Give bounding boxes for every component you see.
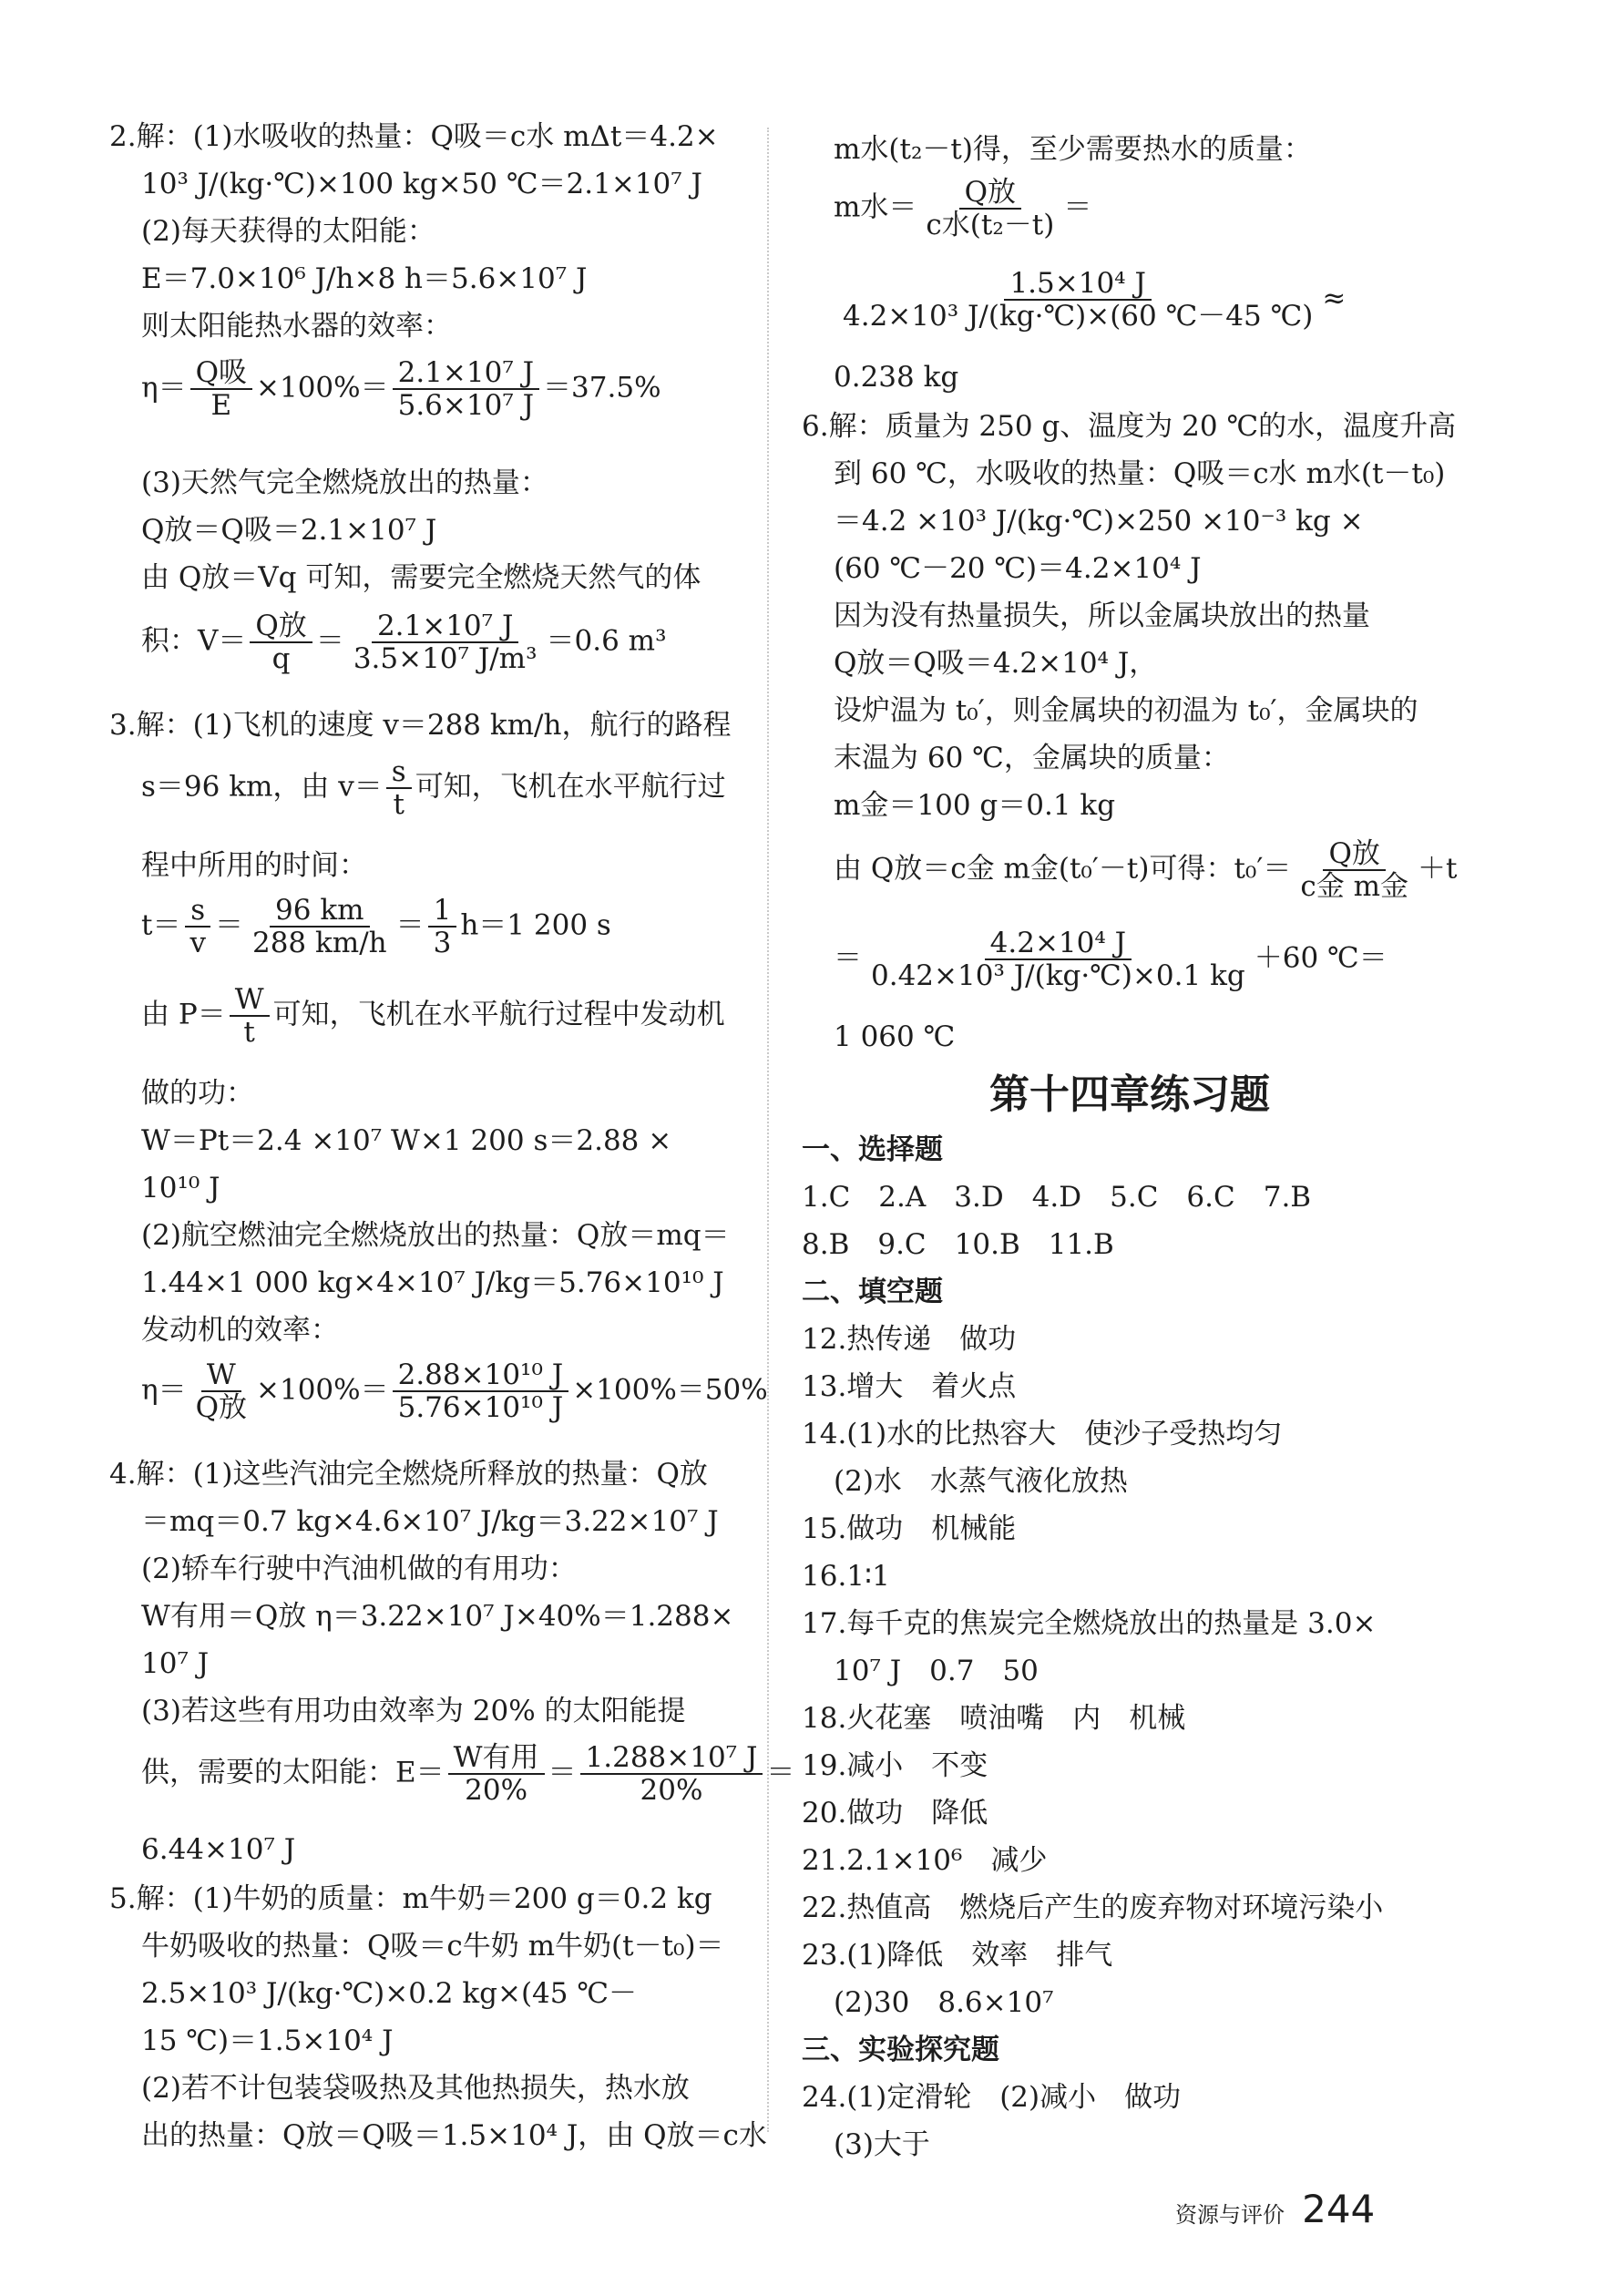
p3-line-8: 10¹⁰ J	[141, 1172, 220, 1204]
p5-mass-formula: m水＝ $\frac{\text{Q放}}{\text{c水(t₂－t)}}$ ＝	[834, 176, 1092, 241]
p6-line-2: 到 60 ℃，水吸收的热量：Q吸＝c水 m水(t－t₀)	[834, 457, 1446, 490]
fraction: $\frac{\text{W有用}}{20\%}$	[448, 1742, 545, 1806]
p2-line-1: 2.解：(1)水吸收的热量：Q吸＝c水 mΔt＝4.2×	[109, 120, 719, 153]
p6-temp-formula: 由 Q放＝c金 m金(t₀′－t)可得：t₀′＝ $\frac{\text{Q放}}{\text{c金 m金}}$ ＋t	[834, 837, 1458, 903]
answer-21: 21.2.1×10⁶ 减少	[802, 1844, 1048, 1877]
fraction: $\frac{s}{v}$	[184, 895, 211, 958]
fraction: $\frac{W}{t}$	[230, 984, 270, 1048]
p3-line-11: 发动机的效率：	[141, 1314, 339, 1347]
p3-line-7: W＝Pt＝2.4 ×10⁷ W×1 200 s＝2.88 ×	[141, 1124, 672, 1157]
fraction: $\frac{s}{t}$	[386, 756, 412, 820]
p3-line-10: 1.44×1 000 kg×4×10⁷ J/kg＝5.76×10¹⁰ J	[141, 1266, 724, 1299]
p5-line-2: 牛奶吸收的热量：Q吸＝c牛奶 m牛奶(t－t₀)＝	[141, 1930, 724, 1963]
p4-line-3: (2)轿车行驶中汽油机做的有用功：	[141, 1553, 577, 1585]
p5-line-6: 出的热量：Q放＝Q吸＝1.5×10⁴ J，由 Q放＝c水	[141, 2119, 767, 2152]
p5-line-1: 5.解：(1)牛奶的质量：m牛奶＝200 g＝0.2 kg	[109, 1882, 712, 1915]
page-number: 244	[1302, 2187, 1376, 2231]
p4-line-1: 4.解：(1)这些汽油完全燃烧所释放的热量：Q放	[109, 1458, 708, 1491]
chapter-title: 第十四章练习题	[989, 1071, 1270, 1118]
answer-16: 16.1∶1	[802, 1560, 890, 1593]
p6-line-4: (60 ℃－20 ℃)＝4.2×10⁴ J	[834, 552, 1202, 585]
column-divider	[767, 128, 769, 2132]
p5-right-line-4: 0.238 kg	[834, 361, 959, 394]
choice-answers-2: 8.B 9.C 10.B 11.B	[802, 1228, 1114, 1261]
p6-line-5: 因为没有热量损失，所以金属块放出的热量	[834, 600, 1370, 632]
p5-line-3: 2.5×10³ J/(kg·℃)×0.2 kg×(45 ℃－	[141, 1977, 638, 2010]
answer-18: 18.火花塞 喷油嘴 内 机械	[802, 1702, 1186, 1735]
fraction: $\frac{\text{Q放}}{\text{c金 m金}}$	[1300, 837, 1408, 903]
answer-24b: (3)大于	[834, 2128, 930, 2161]
p5-right-line-1: m水(t₂－t)得，至少需要热水的质量：	[834, 133, 1312, 166]
p4-line-8: 6.44×10⁷ J	[141, 1833, 296, 1866]
p3-line-3: 程中所用的时间：	[141, 849, 367, 882]
footer-label: 资源与评价	[1175, 2202, 1285, 2228]
p2-efficiency-formula: η＝ $\frac{\text{Q吸}}{E}$ ×100%＝ $\frac{\text{2.1×10⁷ J}}{\text{5.6×10⁷ J}}$ ＝37.5%	[141, 356, 661, 422]
fraction: $\frac{\text{Q放}}{q}$	[250, 610, 312, 674]
p4-line-2: ＝mq＝0.7 kg×4.6×10⁷ J/kg＝3.22×10⁷ J	[141, 1505, 719, 1538]
p2-volume-formula: 积：V＝ $\frac{\text{Q放}}{q}$ ＝ $\frac{\text{2.1×10⁷ J}}{\text{3.5×10⁷ J/m³}}$ ＝0.6 m³	[141, 610, 667, 675]
answer-17a: 17.每千克的焦炭完全燃烧放出的热量是 3.0×	[802, 1607, 1377, 1640]
answer-22: 22.热值高 燃烧后产生的废弃物对环境污染小	[802, 1891, 1384, 1924]
answer-15: 15.做功 机械能	[802, 1512, 1017, 1545]
p2-line-4: E＝7.0×10⁶ J/h×8 h＝5.6×10⁷ J	[141, 262, 588, 295]
page-footer	[1175, 2187, 1375, 2231]
p2-line-5: 则太阳能热水器的效率：	[141, 310, 452, 343]
p4-solar-formula: 供，需要的太阳能：E＝ $\frac{\text{W有用}}{20\%}$ ＝ $\frac{\text{1.288×10⁷ J}}{20\%}$ ＝	[141, 1741, 795, 1807]
section-heading-experiment: 三、实验探究题	[802, 2034, 999, 2066]
fraction: $\frac{\text{4.2×10⁴ J}}{\text{0.42×10³ J/(kg·℃)×0.1 kg}}$	[871, 927, 1245, 992]
p5-line-4: 15 ℃)＝1.5×10⁴ J	[141, 2024, 394, 2057]
answer-13: 13.增大 着火点	[802, 1370, 1017, 1403]
p4-line-4: W有用＝Q放 η＝3.22×10⁷ J×40%＝1.288×	[141, 1600, 734, 1633]
p3-line-5: 由 P＝ $\frac{W}{t}$ 可知，飞机在水平航行过程中发动机	[141, 983, 725, 1049]
section-heading-choice: 一、选择题	[802, 1133, 943, 1166]
p5-line-5: (2)若不计包装袋吸热及其他热损失，热水放	[141, 2072, 690, 2105]
answer-24a: 24.(1)定滑轮 (2)减小 做功	[802, 2081, 1182, 2114]
fraction: $\frac{\text{Q吸}}{E}$	[190, 357, 252, 421]
p3-efficiency-formula: η＝ $\frac{W}{\text{Q放}}$ ×100%＝ $\frac{\text{2.88×10¹⁰ J}}{\text{5.76×10¹⁰ J}}$ ×100%＝50%	[141, 1358, 768, 1424]
p2-line-9: 由 Q放＝Vq 可知，需要完全燃烧天然气的体	[141, 561, 701, 594]
fraction: $\frac{1}{3}$	[428, 895, 457, 958]
fraction: $\frac{\text{2.88×10¹⁰ J}}{\text{5.76×10¹⁰ J}}$	[393, 1359, 569, 1423]
answer-20: 20.做功 降低	[802, 1797, 988, 1830]
p6-line-9: m金＝100 g＝0.1 kg	[834, 789, 1116, 822]
p5-mass-calc: $\frac{\text{1.5×10⁴ J}}{\text{4.2×10³ J/(kg·℃)×(60 ℃－45 ℃)}}$ ≈	[834, 268, 1346, 332]
p2-line-7: (3)天然气完全燃烧放出的热量：	[141, 466, 548, 499]
p6-line-1: 6.解：质量为 250 g、温度为 20 ℃的水，温度升高	[802, 410, 1457, 443]
p2-line-2: 10³ J/(kg·℃)×100 kg×50 ℃＝2.1×10⁷ J	[141, 168, 702, 200]
p2-line-8: Q放＝Q吸＝2.1×10⁷ J	[141, 514, 437, 547]
fraction: $\frac{W}{\text{Q放}}$	[195, 1358, 247, 1424]
section-heading-fill: 二、填空题	[802, 1276, 943, 1308]
answer-23b: (2)30 8.6×10⁷	[834, 1986, 1054, 2019]
p4-line-6: (3)若这些有用功由效率为 20% 的太阳能提	[141, 1695, 686, 1727]
p3-line-2: s＝96 km，由 v＝ $\frac{s}{t}$ 可知，飞机在水平航行过	[141, 755, 726, 821]
fraction: $\frac{\text{1.288×10⁷ J}}{20\%}$	[580, 1742, 763, 1806]
answer-12: 12.热传递 做功	[802, 1323, 1017, 1356]
p3-line-6: 做的功：	[141, 1077, 254, 1110]
answer-14a: 14.(1)水的比热容大 使沙子受热均匀	[802, 1418, 1283, 1450]
answer-14b: (2)水 水蒸气液化放热	[834, 1465, 1128, 1498]
p6-line-12: 1 060 ℃	[834, 1020, 956, 1053]
p6-line-6: Q放＝Q吸＝4.2×10⁴ J，	[834, 647, 1158, 680]
fraction: $\frac{\text{Q放}}{\text{c水(t₂－t)}}$	[926, 176, 1055, 241]
p6-line-3: ＝4.2 ×10³ J/(kg·℃)×250 ×10⁻³ kg ×	[834, 505, 1364, 538]
answer-17b: 10⁷ J 0.7 50	[834, 1655, 1039, 1687]
p6-line-7: 设炉温为 t₀′，则金属块的初温为 t₀′，金属块的	[834, 694, 1418, 727]
fraction: $\frac{\text{1.5×10⁴ J}}{\text{4.2×10³ J/(kg·℃)×(60 ℃－45 ℃)}}$	[843, 267, 1314, 333]
p3-line-1: 3.解：(1)飞机的速度 v＝288 km/h，航行的路程	[109, 709, 732, 742]
choice-answers-1: 1.C 2.A 3.D 4.D 5.C 6.C 7.B	[802, 1181, 1312, 1214]
p6-line-8: 末温为 60 ℃，金属块的质量：	[834, 742, 1230, 774]
fraction: $\frac{96 km}{288 km/h}$	[251, 894, 387, 959]
p3-time-formula: t＝ $\frac{s}{v}$ ＝ $\frac{96 km}{288 km/h}$ ＝ $\frac{1}{3}$ h＝1 200 s	[141, 894, 611, 959]
p6-temp-calc: ＝ $\frac{\text{4.2×10⁴ J}}{\text{0.42×10³ J/(kg·℃)×0.1 kg}}$ ＋60 ℃＝	[834, 927, 1388, 992]
answer-23a: 23.(1)降低 效率 排气	[802, 1939, 1113, 1972]
answer-19: 19.减小 不变	[802, 1749, 988, 1782]
p2-line-3: (2)每天获得的太阳能：	[141, 215, 435, 248]
fraction: $\frac{\text{2.1×10⁷ J}}{\text{5.6×10⁷ J}}$	[393, 357, 539, 421]
fraction: $\frac{\text{2.1×10⁷ J}}{\text{3.5×10⁷ J/m³}}$	[353, 610, 538, 675]
p4-line-5: 10⁷ J	[141, 1647, 210, 1680]
p3-line-9: (2)航空燃油完全燃烧放出的热量：Q放＝mq＝	[141, 1219, 730, 1252]
